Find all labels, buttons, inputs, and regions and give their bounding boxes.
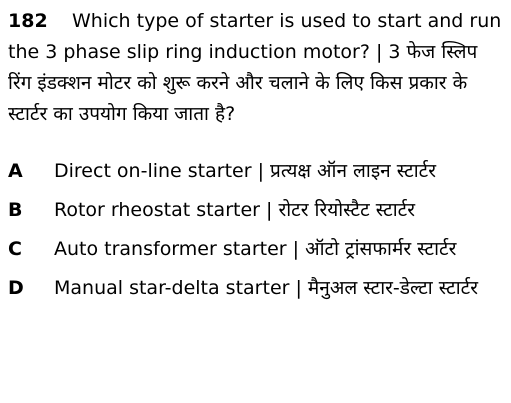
option-text: Manual star-delta starter | मैनुअल स्टार-डेल्टा स्टार्टर — [54, 277, 479, 299]
option-b[interactable] — [8, 195, 506, 226]
question-text: Which type of starter is used to start and run the 3 phase slip ring induction motor? | 3 फेज स्लिप रिंग इंडक्शन मोटर को शुरू करने और चलाने के लिए किस प्रकार के स्टार्टर का उपयोग किया जाता है? — [8, 10, 502, 125]
options-list — [8, 156, 506, 312]
option-a[interactable] — [8, 156, 506, 187]
option-letter: C — [8, 238, 22, 260]
option-letter: D — [8, 277, 24, 299]
option-d[interactable] — [8, 273, 506, 304]
option-letter: B — [8, 199, 23, 221]
question-number: 182 — [8, 10, 48, 32]
option-c[interactable] — [8, 234, 506, 265]
question-block — [8, 6, 506, 130]
option-text: Direct on-line starter | प्रत्यक्ष ऑन लाइन स्टार्टर — [54, 160, 436, 182]
option-text: Auto transformer starter | ऑटो ट्रांसफार्मर स्टार्टर — [54, 238, 457, 260]
option-text: Rotor rheostat starter | रोटर रियोस्टैट स्टार्टर — [54, 199, 415, 221]
option-letter: A — [8, 160, 23, 182]
